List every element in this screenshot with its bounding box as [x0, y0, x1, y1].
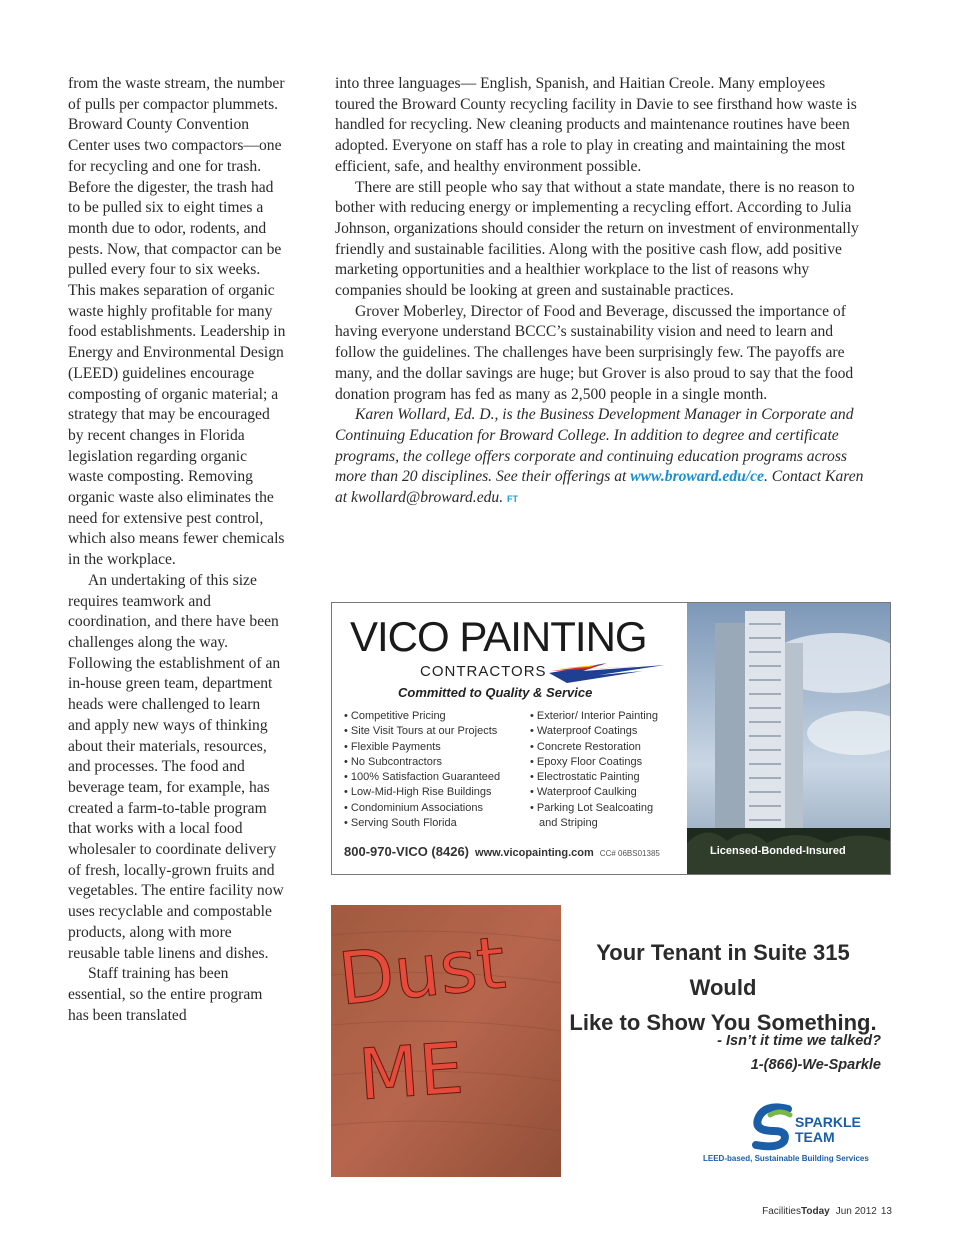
- brand-line: TEAM: [795, 1129, 835, 1145]
- vico-license-number: CC# 06BS01385: [599, 849, 660, 858]
- article-left-column: [68, 74, 286, 1026]
- dusty-wood-photo: [331, 905, 561, 1177]
- publication-name-b: Today: [801, 1206, 830, 1217]
- sparkle-tagline: LEED-based, Sustainable Building Services: [703, 1154, 869, 1163]
- list-item: • Parking Lot Sealcoating: [530, 801, 690, 816]
- list-item: and Striping: [539, 817, 598, 830]
- brand-line: SPARKLE: [795, 1114, 861, 1130]
- vico-licensed-label: Licensed-Bonded-Insured: [710, 845, 846, 857]
- author-bio: [335, 405, 865, 510]
- list-item: • Competitive Pricing: [344, 709, 522, 724]
- vico-tagline: Committed to Quality & Service: [398, 685, 593, 700]
- list-item: • Waterproof Coatings: [530, 724, 690, 739]
- article-paragraph: into three languages— English, Spanish, and Haitian Creole. Many employees toured the Broward County recycling facility in Davie to see firsthand how waste is handled for recycling. New cleaning products and maintenance routines have been adopted. Everyone on staff has a role to play in creating and maintaining the most efficient, safe, and healthy environment possible.: [335, 75, 857, 175]
- vico-contact: [344, 844, 660, 859]
- article-paragraph: Staff training has been essential, so the entire program has been translated: [68, 965, 263, 1024]
- sparkle-phone[interactable]: 1-(866)-We-Sparkle: [750, 1057, 881, 1073]
- sparkle-team-ad[interactable]: [331, 905, 889, 1177]
- list-item: • Waterproof Caulking: [530, 785, 690, 800]
- list-item: • Flexible Payments: [344, 740, 522, 755]
- list-item: • 100% Satisfaction Guaranteed: [344, 770, 522, 785]
- me-text: ME: [356, 1027, 467, 1117]
- list-item: • Epoxy Floor Coatings: [530, 755, 690, 770]
- sparkle-subhead: [717, 1029, 881, 1077]
- list-item: • Site Visit Tours at our Projects: [344, 724, 522, 739]
- list-item: • Condominium Associations: [344, 801, 522, 816]
- issue-date: Jun 2012: [835, 1206, 877, 1217]
- list-item: • Exterior/ Interior Painting: [530, 709, 690, 724]
- list-item: • Concrete Restoration: [530, 740, 690, 755]
- list-item: • Electrostatic Painting: [530, 770, 690, 785]
- bio-text: Karen Wollard, Ed. D., is the Business Development Manager in Corporate and Continuing Education for Broward College. In addition to degree and certificate programs, the college offers corporate and continuing education programs across more than 20 disciplines. See their offerings at: [335, 406, 854, 486]
- publication-name-a: Facilities: [762, 1206, 801, 1217]
- sparkle-question: - Isn’t it time we talked?: [717, 1033, 881, 1049]
- article-paragraph: There are still people who say that without a state mandate, there is no reason to bother with reducing energy or implementing a recycling effort. According to Julia Johnson, organizations should consider the return on investment of environmentally friendly and sustainable facilities. Along with the positive cash flow, add positive marketing opportunities and a healthier workplace to the list of reasons why companies should be looking at green and sustainable practices.: [335, 178, 859, 300]
- vico-services-right: [530, 709, 690, 831]
- building-photo: [687, 603, 890, 874]
- sparkle-brand: [795, 1115, 861, 1145]
- bio-contact: . Contact Karen at kwollard@broward.edu.: [335, 468, 864, 507]
- page-footer: [762, 1206, 892, 1217]
- page-number: 13: [880, 1206, 892, 1217]
- article-right-column: [335, 74, 865, 510]
- article-paragraph: from the waste stream, the number of pulls per compactor plummets. Broward County Convention Center uses two compactors—one for recycling and one for trash. Before the digester, the trash had to be pulled six to eight times a month due to odor, rodents, and pests. Now, that compactor can be pulled every four to six weeks. This makes separation of organic waste highly profitable for many food establishments. Leadership in Energy and Environmental Design (LEED) guidelines encourage composting of organic material; a strategy that may be encouraged by recent changes in Florida legislation regarding organic waste composting. Removing organic waste also eliminates the need for extensive pest control, which also means fewer chemicals in the workplace.: [68, 75, 286, 569]
- list-item: • Low-Mid-High Rise Buildings: [344, 785, 522, 800]
- bio-link[interactable]: www.broward.edu/ce: [630, 468, 764, 486]
- vico-painting-ad[interactable]: [331, 602, 891, 875]
- dust-text: Dust: [334, 920, 510, 1022]
- list-item: • Serving South Florida: [344, 816, 522, 831]
- end-mark: FT: [507, 494, 519, 505]
- swoosh-icon: [547, 659, 667, 685]
- article-paragraph: An undertaking of this size requires teamwork and coordination, and there have been challenges along the way. Following the establishment of an in-house green team, department heads were challenged to learn and apply new ways of thinking about their materials, resources, and processes. The food and beverage team, for example, has created a farm-to-table program that works with a local food wholesaler to coordinate delivery of fresh, locally-grown fruits and vegetables. The entire facility now uses recyclable and compostable products, along with more reusable table linens and dishes.: [68, 571, 284, 962]
- vico-services-left: [344, 709, 522, 831]
- article-paragraph: Grover Moberley, Director of Food and Beverage, discussed the importance of having everyone understand BCCC’s sustainability vision and need to learn and follow the guidelines. The challenges have been surprisingly few. The payoffs are many, and the dollar savings are huge; but Grover is also proud to say that the food donation program has fed as many as 2,500 people in a single month.: [335, 302, 854, 403]
- sparkle-headline: [563, 935, 883, 1040]
- vico-website[interactable]: www.vicopainting.com: [475, 847, 594, 859]
- list-item: • No Subcontractors: [344, 755, 522, 770]
- headline-line: Your Tenant in Suite 315 Would: [596, 940, 850, 1000]
- vico-phone[interactable]: 800-970-VICO (8426): [344, 844, 470, 859]
- headline-line: Like to Show You Something.: [569, 1010, 877, 1035]
- vico-contractors-label: CONTRACTORS: [420, 663, 547, 680]
- vico-logo: VICO PAINTING: [350, 613, 647, 660]
